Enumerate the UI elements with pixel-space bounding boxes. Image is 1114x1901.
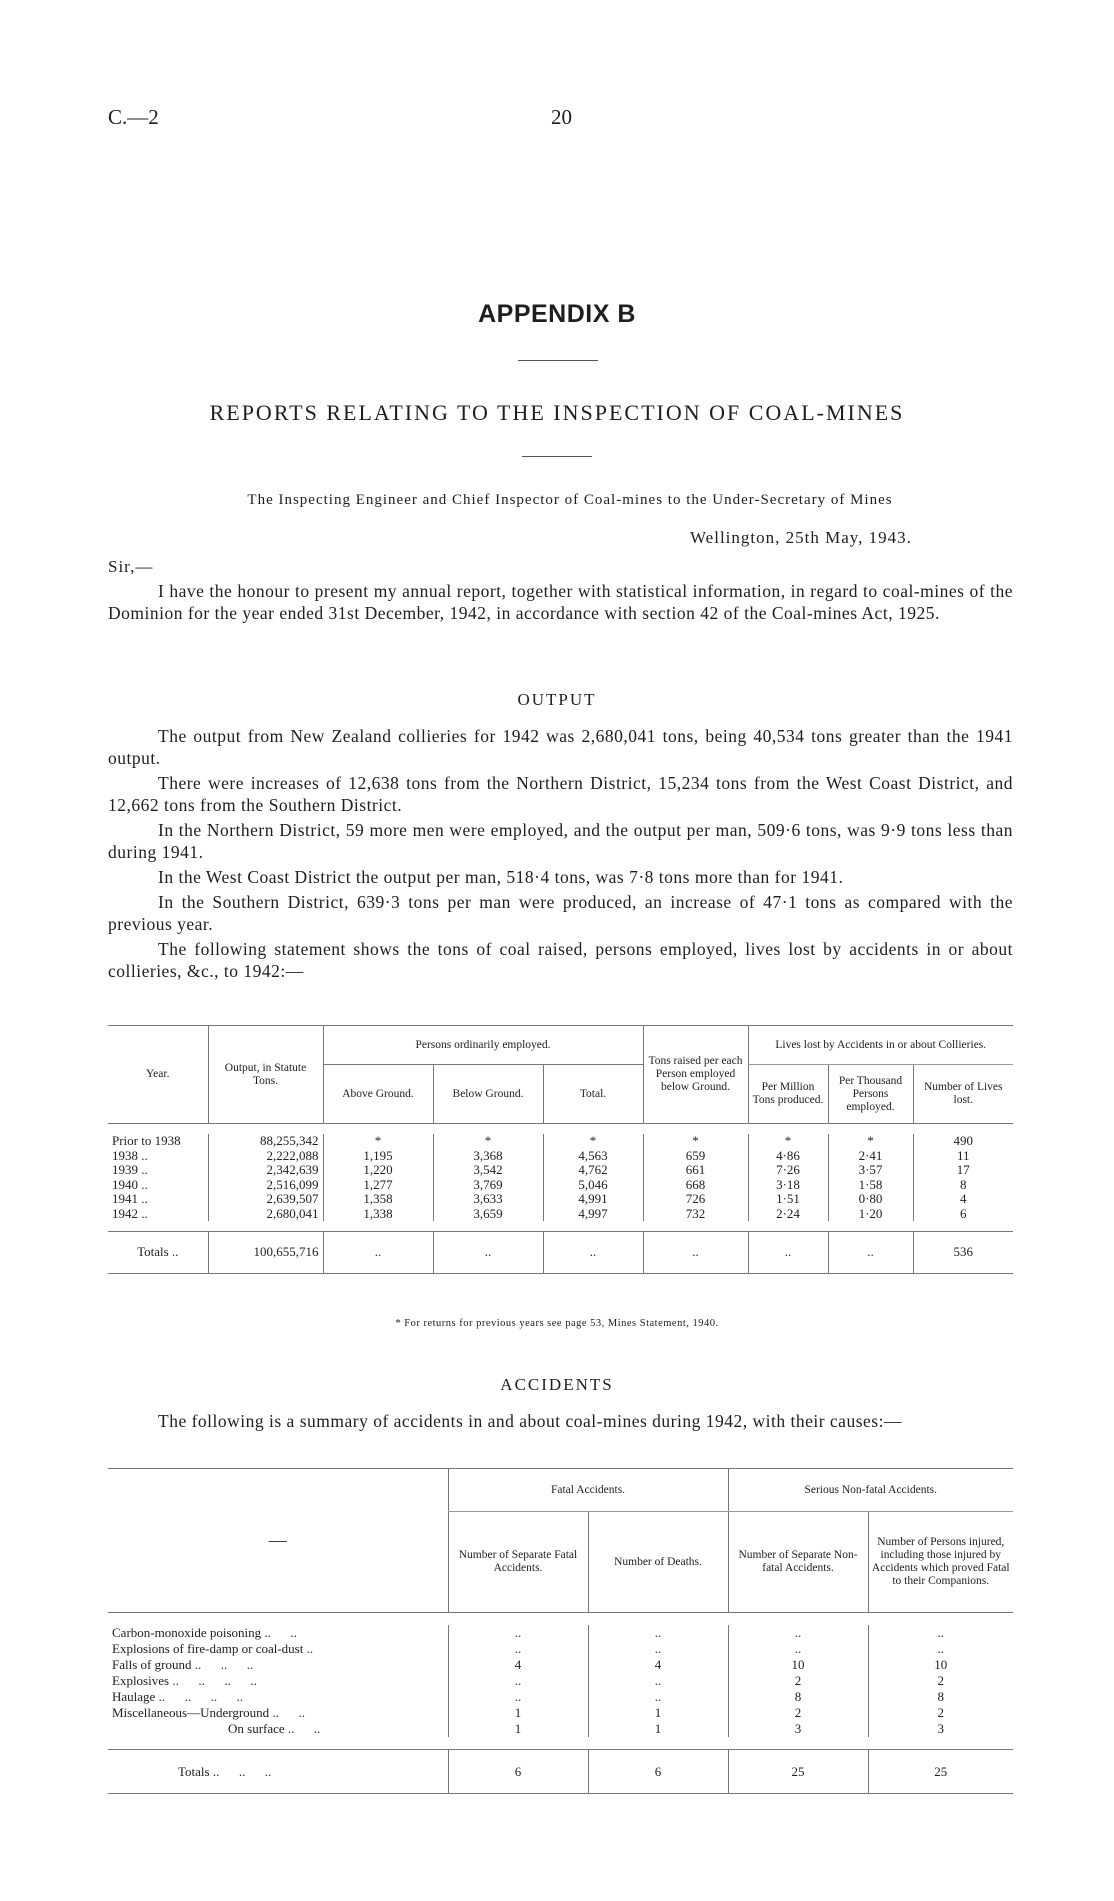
table-row [108, 1689, 1013, 1705]
col-tons-raised: Tons raised per each Person employed below Ground. [643, 1026, 748, 1124]
cell-injured: 8 [868, 1689, 1013, 1705]
cell-total: .. [543, 1232, 643, 1274]
cell-cause [108, 1673, 448, 1689]
cell-per-million: 2·24 [748, 1207, 828, 1222]
cell-total: 4,997 [543, 1207, 643, 1222]
table-row [108, 1625, 1013, 1641]
cell-below: * [433, 1134, 543, 1149]
col-fatal-accidents: Number of Separate Fatal Accidents. [448, 1512, 588, 1613]
cell-deaths: .. [588, 1673, 728, 1689]
output-paragraph: There were increases of 12,638 tons from the Northern District, 15,234 tons from the West Coast District, and 12,662 tons from the Southern District. [108, 773, 1013, 815]
dot-leader: .. .. .. .. [158, 1689, 244, 1704]
cell-output: 2,680,041 [208, 1207, 323, 1222]
col-year: Year. [108, 1026, 208, 1124]
accidents-table [108, 1468, 1013, 1794]
output-paragraph: The output from New Zealand collieries for 1942 was 2,680,041 tons, being 40,534 tons greater than the 1941 output. [108, 726, 1013, 768]
cell-cause [108, 1750, 448, 1794]
cause-label: Explosives [112, 1673, 170, 1688]
page-reference: C.—2 [108, 105, 159, 129]
cell-output: 88,255,342 [208, 1134, 323, 1149]
totals-row [108, 1232, 1013, 1274]
cell-above: 1,220 [323, 1163, 433, 1178]
cell-tons: .. [643, 1232, 748, 1274]
cell-injured: .. [868, 1641, 1013, 1657]
cell-below: 3,659 [433, 1207, 543, 1222]
cell-cause [108, 1641, 448, 1657]
cause-label: Miscellaneous—Underground [112, 1705, 270, 1720]
col-group-lives: Lives lost by Accidents in or about Collieries. [748, 1026, 1013, 1065]
cell-below: 3,368 [433, 1149, 543, 1164]
cause-label: On surface [228, 1721, 285, 1736]
col-group-serious: Serious Non-fatal Accidents. [728, 1469, 1013, 1512]
col-group-fatal: Fatal Accidents. [448, 1469, 728, 1512]
addressee-line: The Inspecting Engineer and Chief Inspector of Coal-mines to the Under-Secretary of Mines [247, 492, 893, 508]
cell-nonfatal: .. [728, 1625, 868, 1641]
cell-nonfatal: 3 [728, 1721, 868, 1737]
cell-lives: 6 [913, 1207, 1013, 1222]
cell-output: 2,222,088 [208, 1149, 323, 1164]
cell-nonfatal: 8 [728, 1689, 868, 1705]
table-row [108, 1673, 1013, 1689]
cell-lives: 8 [913, 1178, 1013, 1193]
cell-year: 1941 .. [112, 1191, 148, 1206]
cell-fatal: 1 [448, 1705, 588, 1721]
cell-nonfatal: 2 [728, 1673, 868, 1689]
cell-deaths: 1 [588, 1705, 728, 1721]
cell-nonfatal: 10 [728, 1657, 868, 1673]
table-row [108, 1641, 1013, 1657]
cell-total: 4,991 [543, 1192, 643, 1207]
cell-year: 1939 .. [112, 1162, 148, 1177]
divider [518, 360, 598, 361]
cell-per-million: * [748, 1134, 828, 1149]
cell-per-thousand: 2·41 [828, 1149, 913, 1164]
cell-lives: 490 [913, 1134, 1013, 1149]
table-row [108, 1178, 1013, 1193]
cell-lives: 11 [913, 1149, 1013, 1164]
cell-fatal: 6 [448, 1750, 588, 1794]
cell-below: 3,542 [433, 1163, 543, 1178]
cell-per-thousand: 0·80 [828, 1192, 913, 1207]
cell-cause [108, 1705, 448, 1721]
cell-total: 4,762 [543, 1163, 643, 1178]
cell-nonfatal: 2 [728, 1705, 868, 1721]
cell-per-million: .. [748, 1232, 828, 1274]
output-table [108, 1025, 1013, 1274]
cell-fatal: 4 [448, 1657, 588, 1673]
cell-lives: 536 [913, 1232, 1013, 1274]
cell-deaths: .. [588, 1641, 728, 1657]
col-below-ground: Below Ground. [433, 1065, 543, 1124]
cell-cause [108, 1721, 448, 1737]
cell-deaths: 4 [588, 1657, 728, 1673]
cell-per-million: 1·51 [748, 1192, 828, 1207]
dot-leader: .. .. .. [194, 1657, 254, 1672]
report-title: REPORTS RELATING TO THE INSPECTION OF COAL-MINES [209, 400, 905, 425]
cell-fatal: .. [448, 1625, 588, 1641]
table-row [108, 1705, 1013, 1721]
col-group-persons: Persons ordinarily employed. [323, 1026, 643, 1065]
page-number: 20 [551, 105, 572, 129]
accidents-heading: ACCIDENTS [500, 1375, 614, 1394]
col-output: Output, in Statute Tons. [208, 1026, 323, 1124]
output-paragraph: In the West Coast District the output per man, 518·4 tons, was 7·8 tons more than for 1941. [158, 867, 844, 887]
table-row [108, 1149, 1013, 1164]
cell-cause [108, 1625, 448, 1641]
date-line: Wellington, 25th May, 1943. [690, 528, 912, 547]
col-number-lives: Number of Lives lost. [913, 1065, 1013, 1124]
cell-tons: 726 [643, 1192, 748, 1207]
cell-tons: 659 [643, 1149, 748, 1164]
cell-above: 1,338 [323, 1207, 433, 1222]
cell-below: 3,769 [433, 1178, 543, 1193]
cell-total: 5,046 [543, 1178, 643, 1193]
cell-cause [108, 1689, 448, 1705]
cell-tons: * [643, 1134, 748, 1149]
accidents-intro [108, 1410, 1013, 1435]
output-paragraph: The following statement shows the tons of coal raised, persons employed, lives lost by accidents in or about collieries, &c., to 1942:— [108, 939, 1013, 981]
cell-per-thousand: 1·20 [828, 1207, 913, 1222]
output-paragraph: In the Northern District, 59 more men were employed, and the output per man, 509·6 tons, was 9·9 tons less than during 1941. [108, 820, 1013, 862]
output-heading: OUTPUT [517, 690, 597, 709]
totals-row [108, 1750, 1013, 1794]
cell-year: 1940 .. [112, 1176, 148, 1192]
cell-per-thousand: .. [828, 1232, 913, 1274]
col-deaths: Number of Deaths. [588, 1512, 728, 1613]
cell-total: 4,563 [543, 1149, 643, 1164]
salutation: Sir,— [108, 557, 154, 576]
cell-tons: 661 [643, 1163, 748, 1178]
cell-below: 3,633 [433, 1192, 543, 1207]
cell-injured: .. [868, 1625, 1013, 1641]
table-row [108, 1721, 1013, 1737]
cell-output: 2,342,639 [208, 1163, 323, 1178]
accidents-intro-text: The following is a summary of accidents in and about coal-mines during 1942, with their causes:— [158, 1411, 902, 1431]
dot-leader: .. .. .. .. [172, 1673, 257, 1688]
table-row [108, 1192, 1013, 1207]
table-row [108, 1207, 1013, 1222]
col-per-million: Per Million Tons produced. [748, 1065, 828, 1124]
cause-label: Falls of ground [112, 1657, 192, 1672]
totals-label: Totals [178, 1763, 210, 1779]
dot-leader: .. .. .. [212, 1763, 272, 1779]
appendix-heading: APPENDIX B [478, 300, 636, 328]
cell-above: 1,358 [323, 1192, 433, 1207]
cell-tons: 668 [643, 1178, 748, 1193]
intro-paragraph [108, 580, 1013, 627]
col-per-thousand: Per Thousand Persons employed. [828, 1065, 913, 1124]
cause-label: Haulage [112, 1689, 156, 1704]
cell-nonfatal: .. [728, 1641, 868, 1657]
output-paragraph: In the Southern District, 639·3 tons per man were produced, an increase of 47·1 tons as compared with the previous year. [108, 892, 1013, 934]
cell-per-million: 3·18 [748, 1178, 828, 1193]
divider [522, 456, 592, 457]
totals-label: Totals .. [137, 1244, 179, 1260]
cell-above: * [323, 1134, 433, 1149]
cell-above: .. [323, 1232, 433, 1274]
table-row [108, 1657, 1013, 1673]
cause-label: Explosions of fire-damp or coal-dust [112, 1641, 304, 1656]
col-cause: — [108, 1469, 448, 1613]
cell-total: * [543, 1134, 643, 1149]
cell-injured: 3 [868, 1721, 1013, 1737]
cell-per-thousand: 1·58 [828, 1178, 913, 1193]
cell-year: Prior to 1938 [112, 1133, 181, 1148]
cell-injured: 10 [868, 1657, 1013, 1673]
cell-output: 2,639,507 [208, 1192, 323, 1207]
cell-injured: 2 [868, 1673, 1013, 1689]
cell-tons: 732 [643, 1207, 748, 1222]
table-row [108, 1163, 1013, 1178]
cell-cause [108, 1657, 448, 1673]
cell-lives: 4 [913, 1192, 1013, 1207]
cell-year: 1938 .. [112, 1147, 148, 1163]
cell-deaths: .. [588, 1625, 728, 1641]
cell-deaths: 6 [588, 1750, 728, 1794]
dot-leader: .. .. [264, 1625, 297, 1640]
col-total: Total. [543, 1065, 643, 1124]
cell-deaths: .. [588, 1689, 728, 1705]
output-paragraphs [108, 725, 1013, 985]
cell-per-thousand: * [828, 1134, 913, 1149]
cell-per-thousand: 3·57 [828, 1163, 913, 1178]
dot-leader: .. .. [287, 1721, 321, 1736]
table-row [108, 1134, 1013, 1149]
cell-fatal: .. [448, 1673, 588, 1689]
cell-injured: 25 [868, 1750, 1013, 1794]
cell-output: 100,655,716 [208, 1232, 323, 1274]
dot-leader: .. [306, 1641, 314, 1656]
cell-nonfatal: 25 [728, 1750, 868, 1794]
intro-text: I have the honour to present my annual report, together with statistical information, in regard to coal-mines of the Dominion for the year ended 31st December, 1942, in accordance with section 42 of the Coal-mines Act, 1925. [108, 581, 1013, 623]
cell-above: 1,195 [323, 1149, 433, 1164]
cell-above: 1,277 [323, 1178, 433, 1193]
cell-fatal: .. [448, 1641, 588, 1657]
cell-per-million: 7·26 [748, 1163, 828, 1178]
cell-lives: 17 [913, 1163, 1013, 1178]
output-table-wrapper [108, 1025, 1013, 1274]
cell-year: 1942 .. [112, 1205, 148, 1221]
cell-output: 2,516,099 [208, 1178, 323, 1193]
cell-deaths: 1 [588, 1721, 728, 1737]
cell-fatal: 1 [448, 1721, 588, 1737]
cause-label: Carbon-monoxide poisoning [112, 1625, 262, 1640]
accidents-table-wrapper [108, 1468, 1013, 1794]
cell-fatal: .. [448, 1689, 588, 1705]
col-above-ground: Above Ground. [323, 1065, 433, 1124]
cell-below: .. [433, 1232, 543, 1274]
cell-per-million: 4·86 [748, 1149, 828, 1164]
col-persons-injured: Number of Persons injured, including those injured by Accidents which proved Fatal to their Companions. [868, 1512, 1013, 1613]
col-nonfatal-accidents: Number of Separate Non-fatal Accidents. [728, 1512, 868, 1613]
dot-leader: .. .. [272, 1705, 305, 1720]
cell-injured: 2 [868, 1705, 1013, 1721]
table-footnote: * For returns for previous years see page 53, Mines Statement, 1940. [395, 1318, 719, 1329]
